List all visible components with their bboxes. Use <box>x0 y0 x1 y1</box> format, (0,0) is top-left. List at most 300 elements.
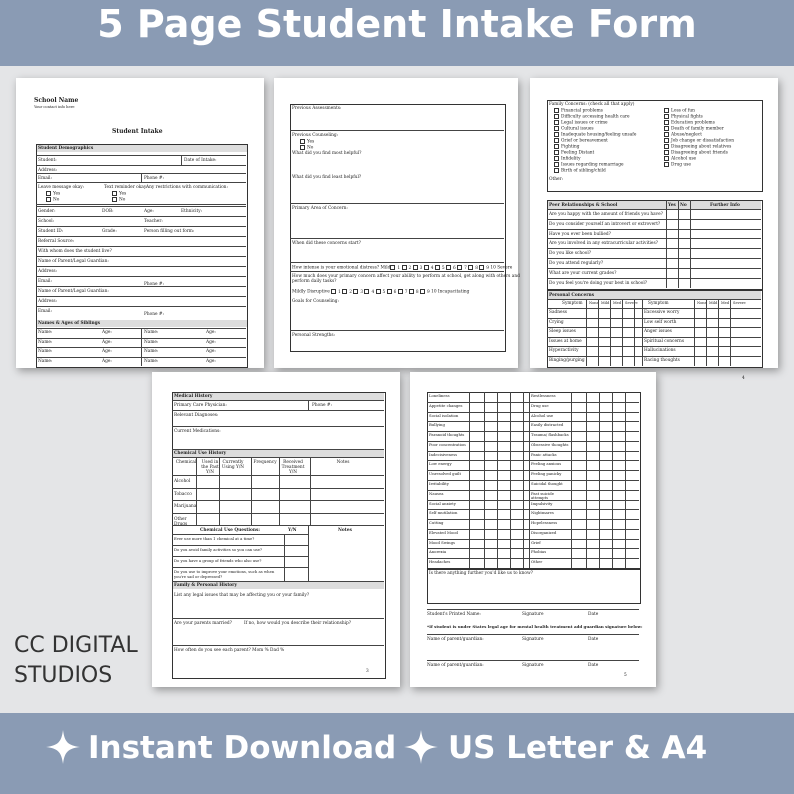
form-row-line <box>36 236 246 237</box>
grade-label: Grade: <box>102 229 117 234</box>
row-line <box>547 337 761 338</box>
most-helpful-label: What did you find most helpful? <box>292 151 362 156</box>
symptom-label: Drug use <box>531 402 549 408</box>
concern-label: Legal issues or crime <box>561 120 608 126</box>
symptom-label: Social anxiety <box>429 500 456 506</box>
form-row-label: Address: <box>38 299 58 304</box>
column-line <box>599 392 600 568</box>
scale-checkbox[interactable] <box>402 265 407 270</box>
scale-checkbox[interactable] <box>446 265 451 270</box>
affect-label: How much does your primary concern affect your ability to perform at school, get along with others and <box>292 274 520 279</box>
top-banner <box>0 0 794 66</box>
chemical-label: Alcohol <box>174 479 191 484</box>
concern-label: Difficulty accessing health care <box>561 114 630 120</box>
sibling-name-label: Name: <box>144 349 159 354</box>
text-reminder-label: Text reminder okay: <box>104 185 148 190</box>
row-line <box>547 229 761 230</box>
family-concern-option <box>664 120 715 126</box>
other-label: Other: <box>549 177 564 182</box>
concern-label: Fighting <box>561 144 580 150</box>
signature-label: Signature <box>522 612 544 617</box>
symptom-label: Poor concentration <box>429 441 466 447</box>
symptom-label: Binging/purging <box>549 357 585 363</box>
column-line <box>586 392 587 568</box>
scale-option <box>402 266 413 271</box>
peer-question: Are you involved in any extracurricular activities? <box>549 241 658 247</box>
family-concern-option <box>664 156 696 162</box>
symptom-label: Sleep issues <box>549 329 576 334</box>
concern-label: Physical fights <box>671 114 703 120</box>
symptom-header: Symptom <box>648 301 669 306</box>
chemical-column-header: Notes <box>336 460 350 465</box>
medical-heading: Medical History <box>174 394 213 399</box>
concern-checkbox[interactable] <box>664 162 669 167</box>
form-row-label: Name of Parent/Legal Guardian: <box>38 289 109 294</box>
concern-checkbox[interactable] <box>664 156 669 161</box>
family-concerns-heading: Family Concerns: (check all that apply) <box>549 102 635 107</box>
sibling-age-label: Age: <box>206 339 216 345</box>
scale-option <box>390 266 401 271</box>
concern-label: Financial problems <box>561 108 603 114</box>
preview-page-1 <box>16 78 264 368</box>
scale-option <box>387 290 398 295</box>
no-label: No <box>307 145 314 151</box>
scale-option <box>413 266 424 271</box>
concern-label: Birth of sibling/child <box>561 168 606 174</box>
family-concern-option <box>554 132 636 138</box>
scale-number: 4 <box>430 265 434 271</box>
mildly-disruptive-label: Mildly Disruptive <box>292 289 330 295</box>
guardian-label: Name of parent/guardian: <box>427 637 484 642</box>
peer-question: Do you consider yourself an introvert or extrovert? <box>549 221 661 227</box>
row-line <box>172 488 384 489</box>
scale-checkbox[interactable] <box>331 289 336 294</box>
scale-number: 9 <box>486 265 490 271</box>
scale-number: 2 <box>408 265 412 271</box>
incapacitating-label: 10 Incapacitating <box>431 289 470 295</box>
siblings-heading: Names & Ages of Siblings <box>38 321 101 326</box>
scale-number: 5 <box>382 289 386 295</box>
date-label: Date <box>588 637 599 642</box>
scale-checkbox[interactable] <box>387 289 392 294</box>
row-line <box>172 513 384 514</box>
symptom-label: Easily distracted <box>531 422 564 428</box>
chemical-question: Do you have a group of friends who also use? <box>174 558 262 563</box>
symptom-label: Hallucinations <box>644 348 676 353</box>
row-line <box>547 238 761 239</box>
form-row-line <box>36 256 246 257</box>
symptom-label: Bullying <box>429 422 445 428</box>
family-concern-option <box>554 156 581 162</box>
scale-option <box>479 266 490 271</box>
concern-start-label: When did these concerns start? <box>292 241 361 246</box>
symptom-label: Disorganized <box>531 529 557 535</box>
peer-question: Do you like school? <box>549 251 592 257</box>
symptom-label: Restlessness <box>531 393 556 398</box>
symptom-label: Issues at home <box>549 338 582 344</box>
peer-question: Do you attend regularly? <box>549 261 604 266</box>
concern-checkbox[interactable] <box>554 114 559 119</box>
sibling-age-label: Age: <box>102 330 112 335</box>
form-row-line <box>36 226 246 227</box>
column-line <box>497 392 498 568</box>
page-number: 3 <box>366 669 369 674</box>
concern-checkbox[interactable] <box>664 144 669 149</box>
chemical-column-header: Received Treatment Y/N <box>281 460 305 475</box>
symptom-label: Panic attacks <box>531 451 557 457</box>
scale-number: 3 <box>360 289 364 295</box>
previous-counseling-label: Previous Counseling: <box>292 133 339 138</box>
concern-checkbox[interactable] <box>664 108 669 113</box>
scale-checkbox[interactable] <box>479 265 484 270</box>
symptom-label: Headaches <box>429 559 451 565</box>
family-concern-option <box>554 108 603 114</box>
peer-question: What are your current grades? <box>549 270 617 276</box>
column-line <box>310 457 311 525</box>
bottom-banner <box>0 713 794 794</box>
symptom-label: Nightmares <box>531 510 554 516</box>
concern-checkbox[interactable] <box>554 144 559 149</box>
sibling-age-label: Age: <box>206 358 216 364</box>
banner-title: 5 Page Student Intake Form <box>97 2 697 46</box>
scale-option <box>353 290 364 295</box>
affect-label-cont: perform daily tasks? <box>292 279 337 284</box>
row-line <box>172 475 384 476</box>
strengths-label: Personal Strengths: <box>292 333 336 338</box>
sibling-age-label: Age: <box>206 349 216 354</box>
concern-label: Loss of fun <box>671 108 695 114</box>
scale-checkbox[interactable] <box>420 289 425 294</box>
family-concern-option <box>664 132 702 138</box>
scale-number: 7 <box>404 289 408 295</box>
severity-header: Med <box>721 301 730 305</box>
concern-checkbox[interactable] <box>554 138 559 143</box>
severity-header: Mild <box>601 301 610 305</box>
concern-checkbox[interactable] <box>554 162 559 167</box>
symptom-label: Spiritual concerns <box>644 338 685 344</box>
phone-label: Phone #: <box>144 176 164 181</box>
severity-header: Med <box>613 301 622 305</box>
symptom-label: Crying <box>549 319 564 325</box>
family-concern-option <box>664 108 695 114</box>
row-line <box>172 556 308 557</box>
concern-checkbox[interactable] <box>664 132 669 137</box>
form-row-line <box>36 296 246 297</box>
personal-concerns-heading: Personal Concerns <box>549 293 595 298</box>
scale-checkbox[interactable] <box>390 265 395 270</box>
family-concern-option <box>554 162 624 168</box>
assessment-box <box>290 104 506 352</box>
concern-checkbox[interactable] <box>664 138 669 143</box>
column-line <box>284 534 285 581</box>
concern-label: Inadequate housing/feeling unsafe <box>561 132 637 138</box>
symptom-label: Hopelessness <box>531 520 558 526</box>
scale-option <box>331 290 342 295</box>
scale-option <box>398 290 409 295</box>
brand-text <box>14 631 138 691</box>
scale-number: 8 <box>475 265 478 271</box>
form-row-line <box>36 276 246 277</box>
sibling-name-label: Name: <box>144 330 159 335</box>
form-row-line <box>36 286 246 287</box>
concern-label: Feeling Distant <box>561 150 595 156</box>
scale-checkbox[interactable] <box>435 265 440 270</box>
sibling-name-label: Name: <box>38 358 53 364</box>
form-row-label: Gender: <box>38 209 56 214</box>
date-label: Date <box>588 663 599 668</box>
scale-option <box>376 290 387 295</box>
yes-checkbox[interactable] <box>112 191 117 196</box>
chemical-question: Do you use to improve your emotions, such as when you're sad or depressed? <box>174 569 275 579</box>
no-checkbox[interactable] <box>300 145 305 150</box>
row-line <box>547 327 761 328</box>
symptom-label: Low energy <box>429 461 452 467</box>
concern-checkbox[interactable] <box>664 120 669 125</box>
preview-page-5 <box>410 372 656 687</box>
form-row-label: Student ID: <box>38 229 64 234</box>
ethnicity-label: Ethnicity: <box>181 209 203 214</box>
scale-checkbox[interactable] <box>413 265 418 270</box>
form-row-label: Referral Source: <box>38 239 75 244</box>
form-row-line <box>36 266 246 267</box>
column-line <box>625 392 626 568</box>
guardian-label: Name of parent/guardian: <box>427 663 484 668</box>
previous-assessments-label: Previous Assessments: <box>292 106 342 111</box>
no-header: No <box>680 203 687 208</box>
concern-label: Issues regarding remarriage <box>561 162 624 168</box>
scale-number: 6 <box>393 289 397 295</box>
symptom-label: Irritability <box>429 481 449 486</box>
sibling-name-label: Name: <box>38 349 53 354</box>
relationship-label: If no, how would you describe their relationship? <box>244 621 352 626</box>
form-row-line <box>36 165 246 166</box>
concern-checkbox[interactable] <box>664 150 669 155</box>
guardian-note: *If student is under States legal age for mental health treatment add guardian signature below: <box>427 624 643 629</box>
family-concern-option <box>664 114 703 120</box>
scale-number: 3 <box>419 265 423 271</box>
row-line <box>547 278 761 279</box>
row-line <box>172 500 384 501</box>
form-row-label: School: <box>38 219 55 224</box>
brand-line-2: STUDIOS <box>14 663 113 688</box>
form-row-line <box>36 206 246 207</box>
concern-checkbox[interactable] <box>554 168 559 173</box>
row-line <box>547 308 761 309</box>
scale-number: 7 <box>464 265 467 271</box>
scale-checkbox[interactable] <box>409 289 414 294</box>
scale-option <box>446 266 457 271</box>
no-label: No <box>53 197 60 203</box>
scale-checkbox[interactable] <box>364 289 369 294</box>
no-label: No <box>119 197 126 203</box>
symptom-label: Loneliness <box>429 393 450 398</box>
sibling-name-label: Name: <box>144 339 159 345</box>
concern-label: Grief or bereavement <box>561 138 608 144</box>
no-checkbox[interactable] <box>112 197 117 202</box>
symptom-label: Grief <box>531 539 541 545</box>
form-row-line <box>36 182 246 183</box>
column-line <box>484 392 485 568</box>
scale-option <box>409 290 420 295</box>
yes-checkbox[interactable] <box>300 139 305 144</box>
scale-number: 8 <box>415 289 419 295</box>
concern-checkbox[interactable] <box>554 126 559 131</box>
yes-label: Yes <box>119 191 127 197</box>
form-row-line <box>36 216 246 217</box>
symptom-label: Phobias <box>531 549 547 555</box>
symptom-label: Elevated Mood <box>429 529 458 535</box>
primary-concern-label: Primary Area of Concern: <box>292 206 348 211</box>
no-checkbox[interactable] <box>46 197 51 202</box>
concern-checkbox[interactable] <box>664 126 669 131</box>
concern-checkbox[interactable] <box>554 108 559 113</box>
symptom-label: Obsessive thoughts <box>531 441 569 447</box>
concern-checkbox[interactable] <box>554 120 559 125</box>
least-helpful-label: What did you find least helpful? <box>292 175 362 180</box>
concern-label: Abuse/neglect <box>671 132 702 138</box>
form-row-line <box>36 306 246 307</box>
scale-checkbox[interactable] <box>468 265 473 270</box>
date-label: Date <box>588 612 599 617</box>
family-concern-option <box>664 162 691 168</box>
chemical-column-header: Chemical <box>175 460 197 465</box>
severity-header: Mild <box>709 301 718 305</box>
restrictions-label: Any restrictions with communication: <box>146 185 228 190</box>
form-title: Student Intake <box>112 128 163 135</box>
scale-number: 5 <box>441 265 445 271</box>
family-concern-option <box>554 126 594 132</box>
preview-page-2 <box>274 78 518 368</box>
scale-checkbox[interactable] <box>353 289 358 294</box>
column-line <box>308 525 309 581</box>
form-row-label: Address: <box>38 168 58 173</box>
row-line <box>547 248 761 249</box>
symptom-label: Nausea <box>429 490 444 496</box>
age-label: Age: <box>144 209 154 214</box>
severity-header: Severe <box>733 301 746 305</box>
severity-header: None <box>589 301 599 305</box>
brand-line-1: CC DIGITAL <box>14 633 138 658</box>
scale-checkbox[interactable] <box>457 265 462 270</box>
scale-option <box>424 266 435 271</box>
symptom-header: Symptom <box>562 301 583 306</box>
symptom-label: Suicidal thought <box>531 481 563 486</box>
phone-label: Phone #: <box>144 312 164 317</box>
concern-label: Alcohol use <box>671 156 697 162</box>
concern-label: Disagreeing about relatives <box>671 144 732 150</box>
divider <box>181 155 182 165</box>
concern-label: Disagreeing about friends <box>671 150 728 156</box>
feature-paper-sizes: US Letter & A4 <box>448 730 708 766</box>
scale-checkbox[interactable] <box>376 289 381 294</box>
symptom-label: Paranoid thoughts <box>429 432 465 438</box>
scale-number: 9 <box>426 289 430 295</box>
form-row-label: Address: <box>38 269 58 274</box>
concern-label: Infidelity <box>561 156 581 162</box>
symptom-label: Mood Swings <box>429 539 455 545</box>
concern-label: Education problems <box>671 120 715 126</box>
family-concern-option <box>554 150 594 156</box>
form-row-line <box>36 204 246 205</box>
symptom-label: Hyperactivity <box>549 348 579 353</box>
teacher-label: Teacher: <box>144 219 163 224</box>
yes-header: Yes <box>668 203 676 208</box>
phone-label: Phone #: <box>144 282 164 287</box>
chemical-label: Tobacco <box>174 491 192 497</box>
row-line <box>172 567 308 568</box>
form-row-label: Email: <box>38 309 52 314</box>
anything-else-label: Is there anything further you'd like us to know? <box>429 571 533 576</box>
symptom-label: Feeling panicky <box>531 471 562 477</box>
peer-question: Are you happy with the amount of friends you have? <box>549 212 663 217</box>
see-parent-label: How often do you see each parent? Mom % Dad % <box>174 648 285 653</box>
contact-info: Your contact info here <box>34 105 75 109</box>
concern-checkbox[interactable] <box>554 132 559 137</box>
further-info-header: Further Info <box>710 203 740 208</box>
peer-question: Do you feel you're doing your best in school? <box>549 280 648 286</box>
family-concern-option <box>554 144 580 150</box>
page-number: 5 <box>624 673 627 678</box>
family-concern-option <box>664 138 734 144</box>
phone-label: Phone #: <box>312 403 332 408</box>
leave-message-label: Leave message okay: <box>38 185 85 190</box>
sibling-age-label: Age: <box>102 349 112 354</box>
symptom-label: Unresolved guilt <box>429 471 462 477</box>
row-line <box>547 356 761 357</box>
family-concern-option <box>554 138 608 144</box>
scale-option <box>364 290 375 295</box>
peer-heading: Peer Relationships & School <box>549 203 618 208</box>
symptom-label: Cutting <box>429 520 444 526</box>
date-intake-label: Date of Intake: <box>184 158 217 163</box>
scale-number: 2 <box>349 289 352 295</box>
signature-label: Signature <box>522 663 544 668</box>
signature-label: Signature <box>522 637 544 642</box>
preview-page-3 <box>530 78 778 381</box>
symptom-label: Anger issues <box>644 329 672 334</box>
form-row-label: Name of Parent/Legal Guardian: <box>38 259 109 264</box>
chemical-use-heading: Chemical Use History <box>174 451 227 456</box>
yes-label: Yes <box>53 191 61 197</box>
concern-checkbox[interactable] <box>664 114 669 119</box>
legal-issues-label: List any legal issues that may be affecting you or your family? <box>174 593 310 598</box>
form-row-line <box>36 155 246 156</box>
distress-label: How intense is your emotional distress? Mild <box>292 265 391 271</box>
family-concern-option <box>554 114 630 120</box>
row-line <box>547 318 761 319</box>
column-line <box>196 457 197 525</box>
scale-checkbox[interactable] <box>342 289 347 294</box>
parents-married-label: Are your parents married? <box>174 621 232 626</box>
scale-number: 6 <box>452 265 456 271</box>
concern-checkbox[interactable] <box>554 156 559 161</box>
chemical-label: Marijuana <box>174 504 197 509</box>
family-concern-option <box>664 126 724 132</box>
yes-checkbox[interactable] <box>46 191 51 196</box>
column-line <box>523 392 524 568</box>
column-line <box>219 457 220 525</box>
row-line <box>547 219 761 220</box>
concern-checkbox[interactable] <box>554 150 559 155</box>
column-line <box>510 392 511 568</box>
scale-checkbox[interactable] <box>424 265 429 270</box>
scale-checkbox[interactable] <box>398 289 403 294</box>
scale-number: 4 <box>371 289 375 295</box>
severe-label: 10 Severe <box>490 265 513 271</box>
sibling-age-label: Age: <box>102 339 112 345</box>
scale-option <box>457 266 468 271</box>
feature-instant-download: Instant Download <box>88 730 397 766</box>
